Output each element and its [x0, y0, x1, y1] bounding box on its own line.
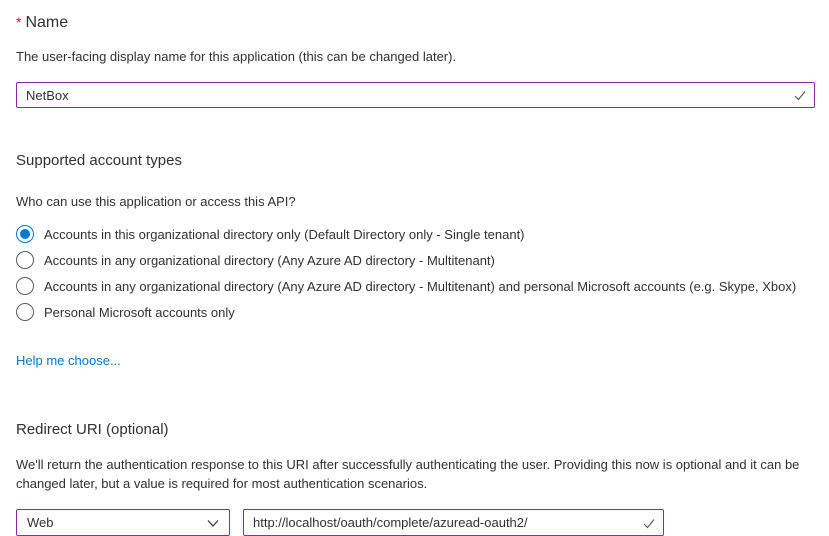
- platform-select-value: Web: [27, 515, 54, 530]
- name-label-text: Name: [25, 14, 69, 31]
- radio-option-label: Accounts in any organizational directory (Any Azure AD directory - Multitenant): [44, 252, 495, 268]
- platform-select[interactable]: [16, 509, 230, 536]
- radio-option-single-tenant[interactable]: [16, 221, 815, 247]
- name-field-description: The user-facing display name for this application (this can be changed later).: [16, 49, 457, 64]
- redirect-uri-heading: Redirect URI (optional): [16, 421, 169, 438]
- chevron-down-icon: [206, 516, 220, 530]
- radio-button-icon: [16, 277, 34, 295]
- redirect-uri-description: We'll return the authentication response to this URI after successfully authenticating the user. Providing this now is optional and it can be changed later, but a value is required for most authentication scenarios.: [16, 457, 800, 491]
- supported-account-types-heading: Supported account types: [16, 152, 182, 169]
- radio-button-icon: [16, 225, 34, 243]
- radio-option-multitenant[interactable]: [16, 247, 815, 273]
- name-field-label: [16, 12, 815, 33]
- radio-option-personal-only[interactable]: [16, 299, 815, 325]
- radio-option-label: Accounts in this organizational directory only (Default Directory only - Single tenant): [44, 226, 525, 242]
- radio-button-icon: [16, 251, 34, 269]
- radio-option-label: Accounts in any organizational directory (Any Azure AD directory - Multitenant) and personal Microsoft accounts (e.g. Skype, Xbox): [44, 278, 797, 294]
- redirect-uri-input[interactable]: [243, 509, 664, 536]
- radio-button-icon: [16, 303, 34, 321]
- name-input[interactable]: [16, 82, 815, 108]
- redirect-uri-controls: [16, 509, 815, 536]
- name-input-container: [16, 82, 815, 108]
- required-indicator: *: [16, 14, 22, 30]
- account-types-question: Who can use this application or access this API?: [16, 194, 296, 209]
- redirect-uri-input-container: [243, 509, 664, 536]
- radio-option-multitenant-personal[interactable]: [16, 273, 815, 299]
- account-types-radio-group: [16, 221, 815, 325]
- help-me-choose-link[interactable]: Help me choose...: [16, 353, 121, 368]
- radio-option-label: Personal Microsoft accounts only: [44, 304, 235, 320]
